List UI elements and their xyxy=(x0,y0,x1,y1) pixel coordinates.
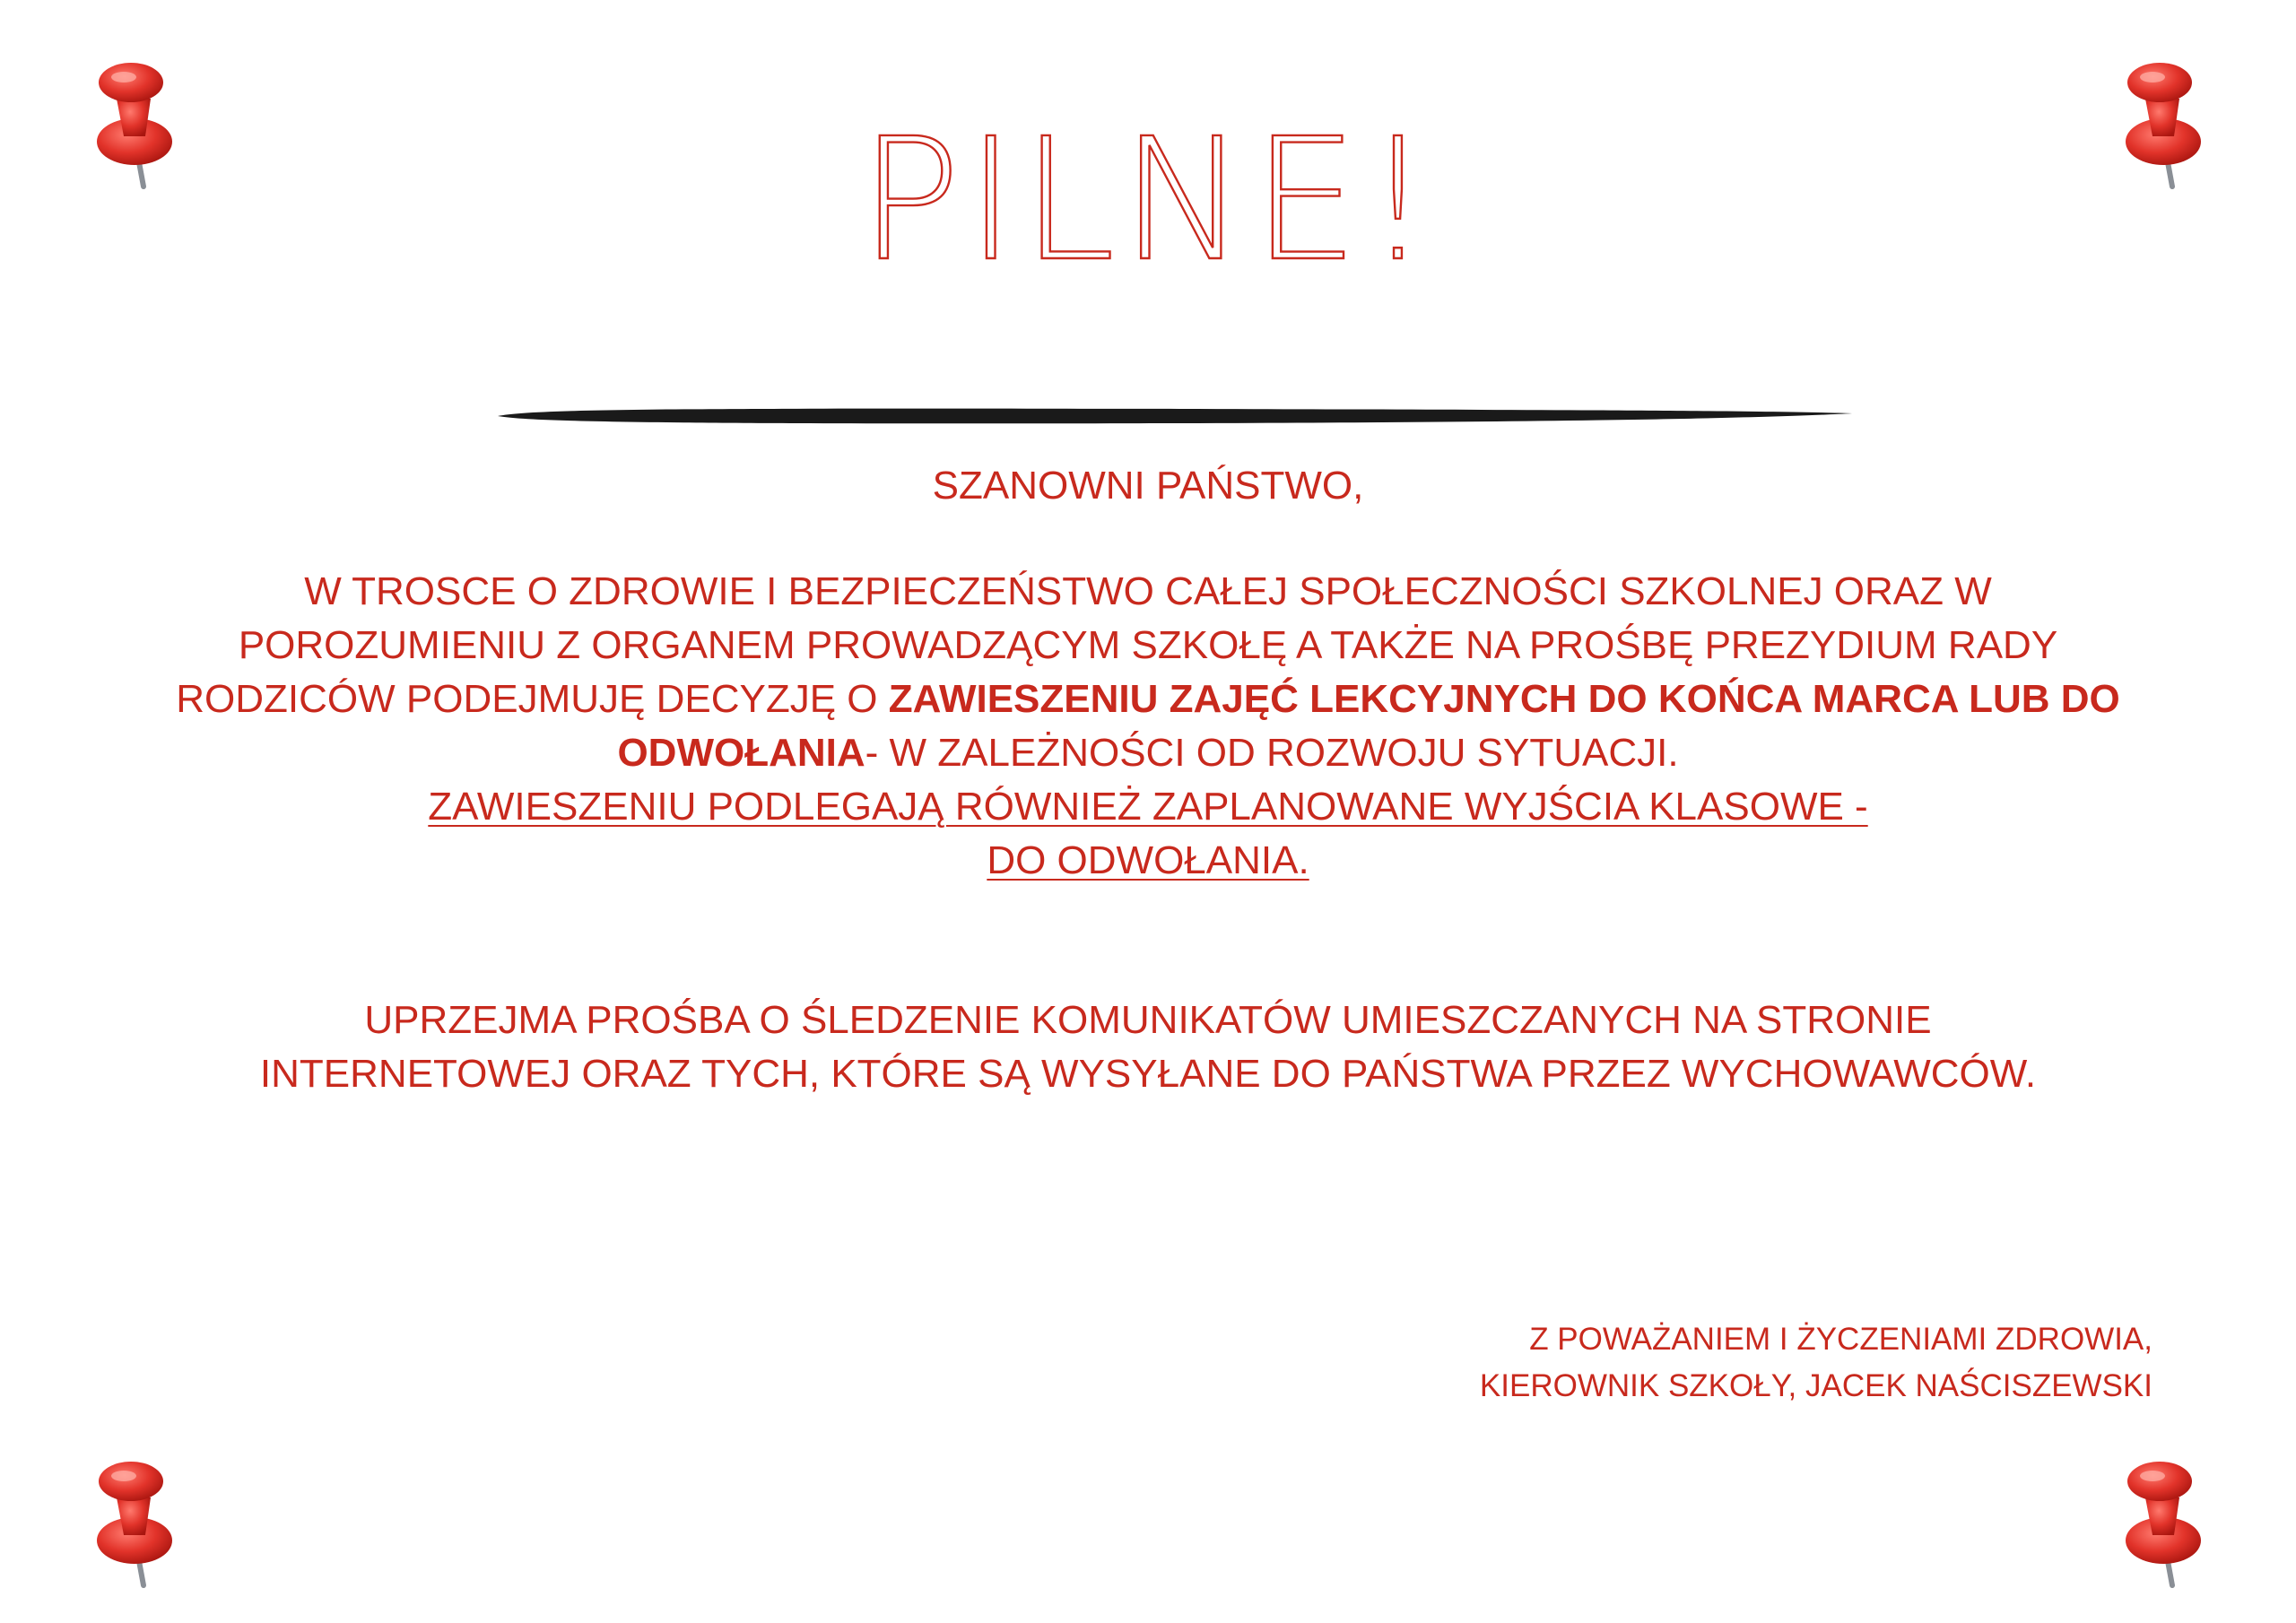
signature-line-1: Z POWAŻANIEM I ŻYCZENIAMI ZDROWIA, xyxy=(1529,1322,2152,1357)
page-title: PILNE! xyxy=(858,102,1438,299)
request-paragraph: UPRZEJMA PROŚBA O ŚLEDZENIE KOMUNIKATÓW UMIESZCZANYCH NA STRONIE INTERNETOWEJ ORAZ TYCH, KTÓRE SĄ WYSYŁANE DO PAŃSTWA PRZEZ WYCHOWAWCÓW. xyxy=(259,998,2037,1096)
signature xyxy=(1480,1316,2152,1410)
divider xyxy=(498,405,1852,427)
underlined-line-1: ZAWIESZENIU PODLEGAJĄ RÓWNIEŻ ZAPLANOWANE WYJŚCIA KLASOWE - xyxy=(428,785,1868,829)
main-paragraph-intro: W TROSCE O ZDROWIE I BEZPIECZEŃSTWO CAŁEJ SPOŁECZNOŚCI SZKOLNEJ ORAZ W POROZUMIENIU Z ORGANEM PROWADZĄCYM SZKOŁĘ A TAKŻE NA PROŚBĘ PREZYDIUM RADY RODZICÓW PODEJMUJĘ DECYZJĘ O xyxy=(176,569,2058,721)
main-paragraph-bold: ZAWIESZENIU ZAJĘĆ LEKCYJNYCH DO KOŃCA MARCA LUB DO ODWOŁANIA xyxy=(617,677,2120,775)
main-paragraph xyxy=(161,565,2135,888)
signature-line-2: KIEROWNIK SZKOŁY, JACEK NAŚCISZEWSKI xyxy=(1479,1368,2152,1403)
pushpin-icon xyxy=(2081,1435,2242,1596)
underlined-line-2: DO ODWOŁANIA. xyxy=(987,838,1309,882)
pushpin-icon xyxy=(52,1435,213,1596)
greeting: SZANOWNI PAŃSTWO, xyxy=(932,464,1364,508)
main-paragraph-after-bold: - W ZALEŻNOŚCI OD ROZWOJU SYTUACJI. xyxy=(865,731,1679,775)
